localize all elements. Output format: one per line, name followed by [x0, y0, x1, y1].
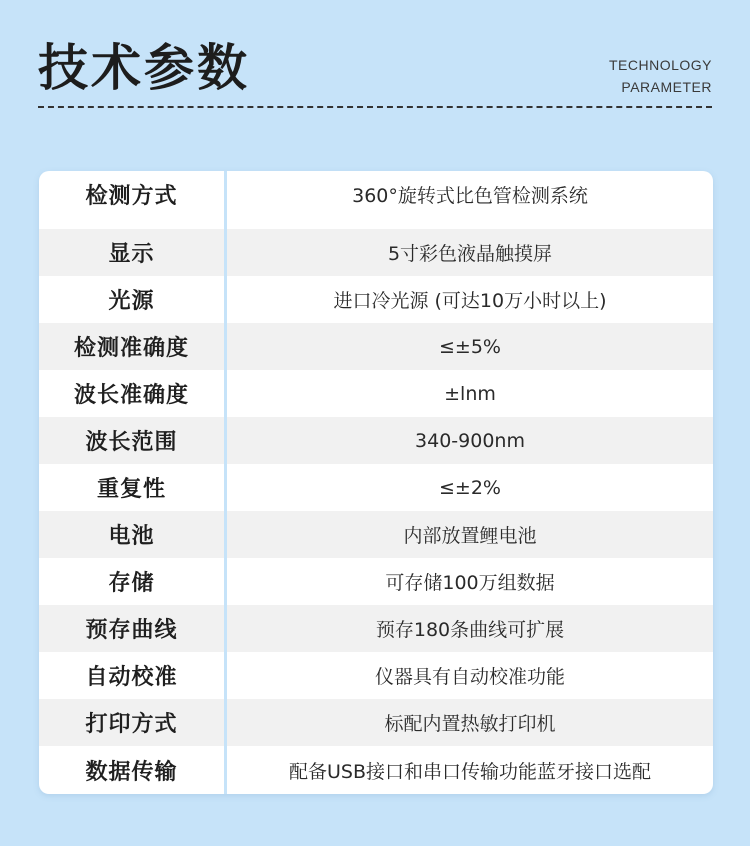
spec-key: 数据传输 — [85, 760, 178, 785]
page-title: 技术参数 — [38, 39, 250, 97]
table-row — [39, 747, 713, 794]
table-row — [39, 511, 713, 558]
table-row — [39, 417, 713, 464]
spec-key: 预存曲线 — [85, 618, 178, 643]
spec-value: 配备USB接口和串口传输功能蓝牙接口选配 — [288, 761, 651, 783]
spec-value: 仪器具有自动校准功能 — [374, 666, 565, 688]
table-row — [39, 558, 713, 605]
spec-table — [39, 171, 713, 794]
spec-key: 光源 — [108, 289, 155, 314]
spec-key: 重复性 — [96, 477, 166, 502]
table-row — [39, 323, 713, 370]
column-divider — [224, 171, 227, 794]
table-row — [39, 652, 713, 699]
spec-key: 检测准确度 — [73, 336, 189, 361]
dashed-divider — [38, 106, 712, 108]
table-row — [39, 699, 713, 746]
spec-value: 340-900nm — [415, 429, 525, 452]
spec-key: 波长范围 — [85, 430, 178, 455]
spec-value: 标配内置热敏打印机 — [384, 713, 556, 735]
subtitle-line-2: PARAMETER — [621, 79, 712, 95]
spec-value: 可存储100万组数据 — [385, 572, 555, 594]
spec-key: 打印方式 — [85, 712, 178, 737]
table-row — [39, 370, 713, 417]
spec-value: ±lnm — [444, 382, 496, 405]
table-row — [39, 171, 713, 218]
table-row — [39, 229, 713, 276]
spec-value: 内部放置鲤电池 — [403, 525, 537, 547]
spec-value: ≤±5% — [439, 335, 501, 358]
spec-value: 5寸彩色液晶触摸屏 — [387, 243, 553, 265]
spec-value: 进口冷光源 (可达10万小时以上) — [333, 290, 607, 312]
table-row — [39, 464, 713, 511]
spec-key: 存储 — [108, 571, 155, 596]
spec-value: 360°旋转式比色管检测系统 — [352, 185, 588, 207]
spec-key: 自动校准 — [85, 665, 178, 690]
spec-key: 显示 — [108, 242, 155, 267]
spec-value: 预存180条曲线可扩展 — [375, 619, 565, 641]
subtitle-line-1: TECHNOLOGY — [608, 57, 712, 73]
table-row — [39, 276, 713, 323]
english-subtitle — [609, 54, 712, 98]
spec-key: 检测方式 — [85, 184, 178, 209]
table-row — [39, 605, 713, 652]
spec-key: 波长准确度 — [73, 383, 189, 408]
spec-key: 电池 — [108, 524, 155, 549]
spec-value: ≤±2% — [439, 476, 501, 499]
